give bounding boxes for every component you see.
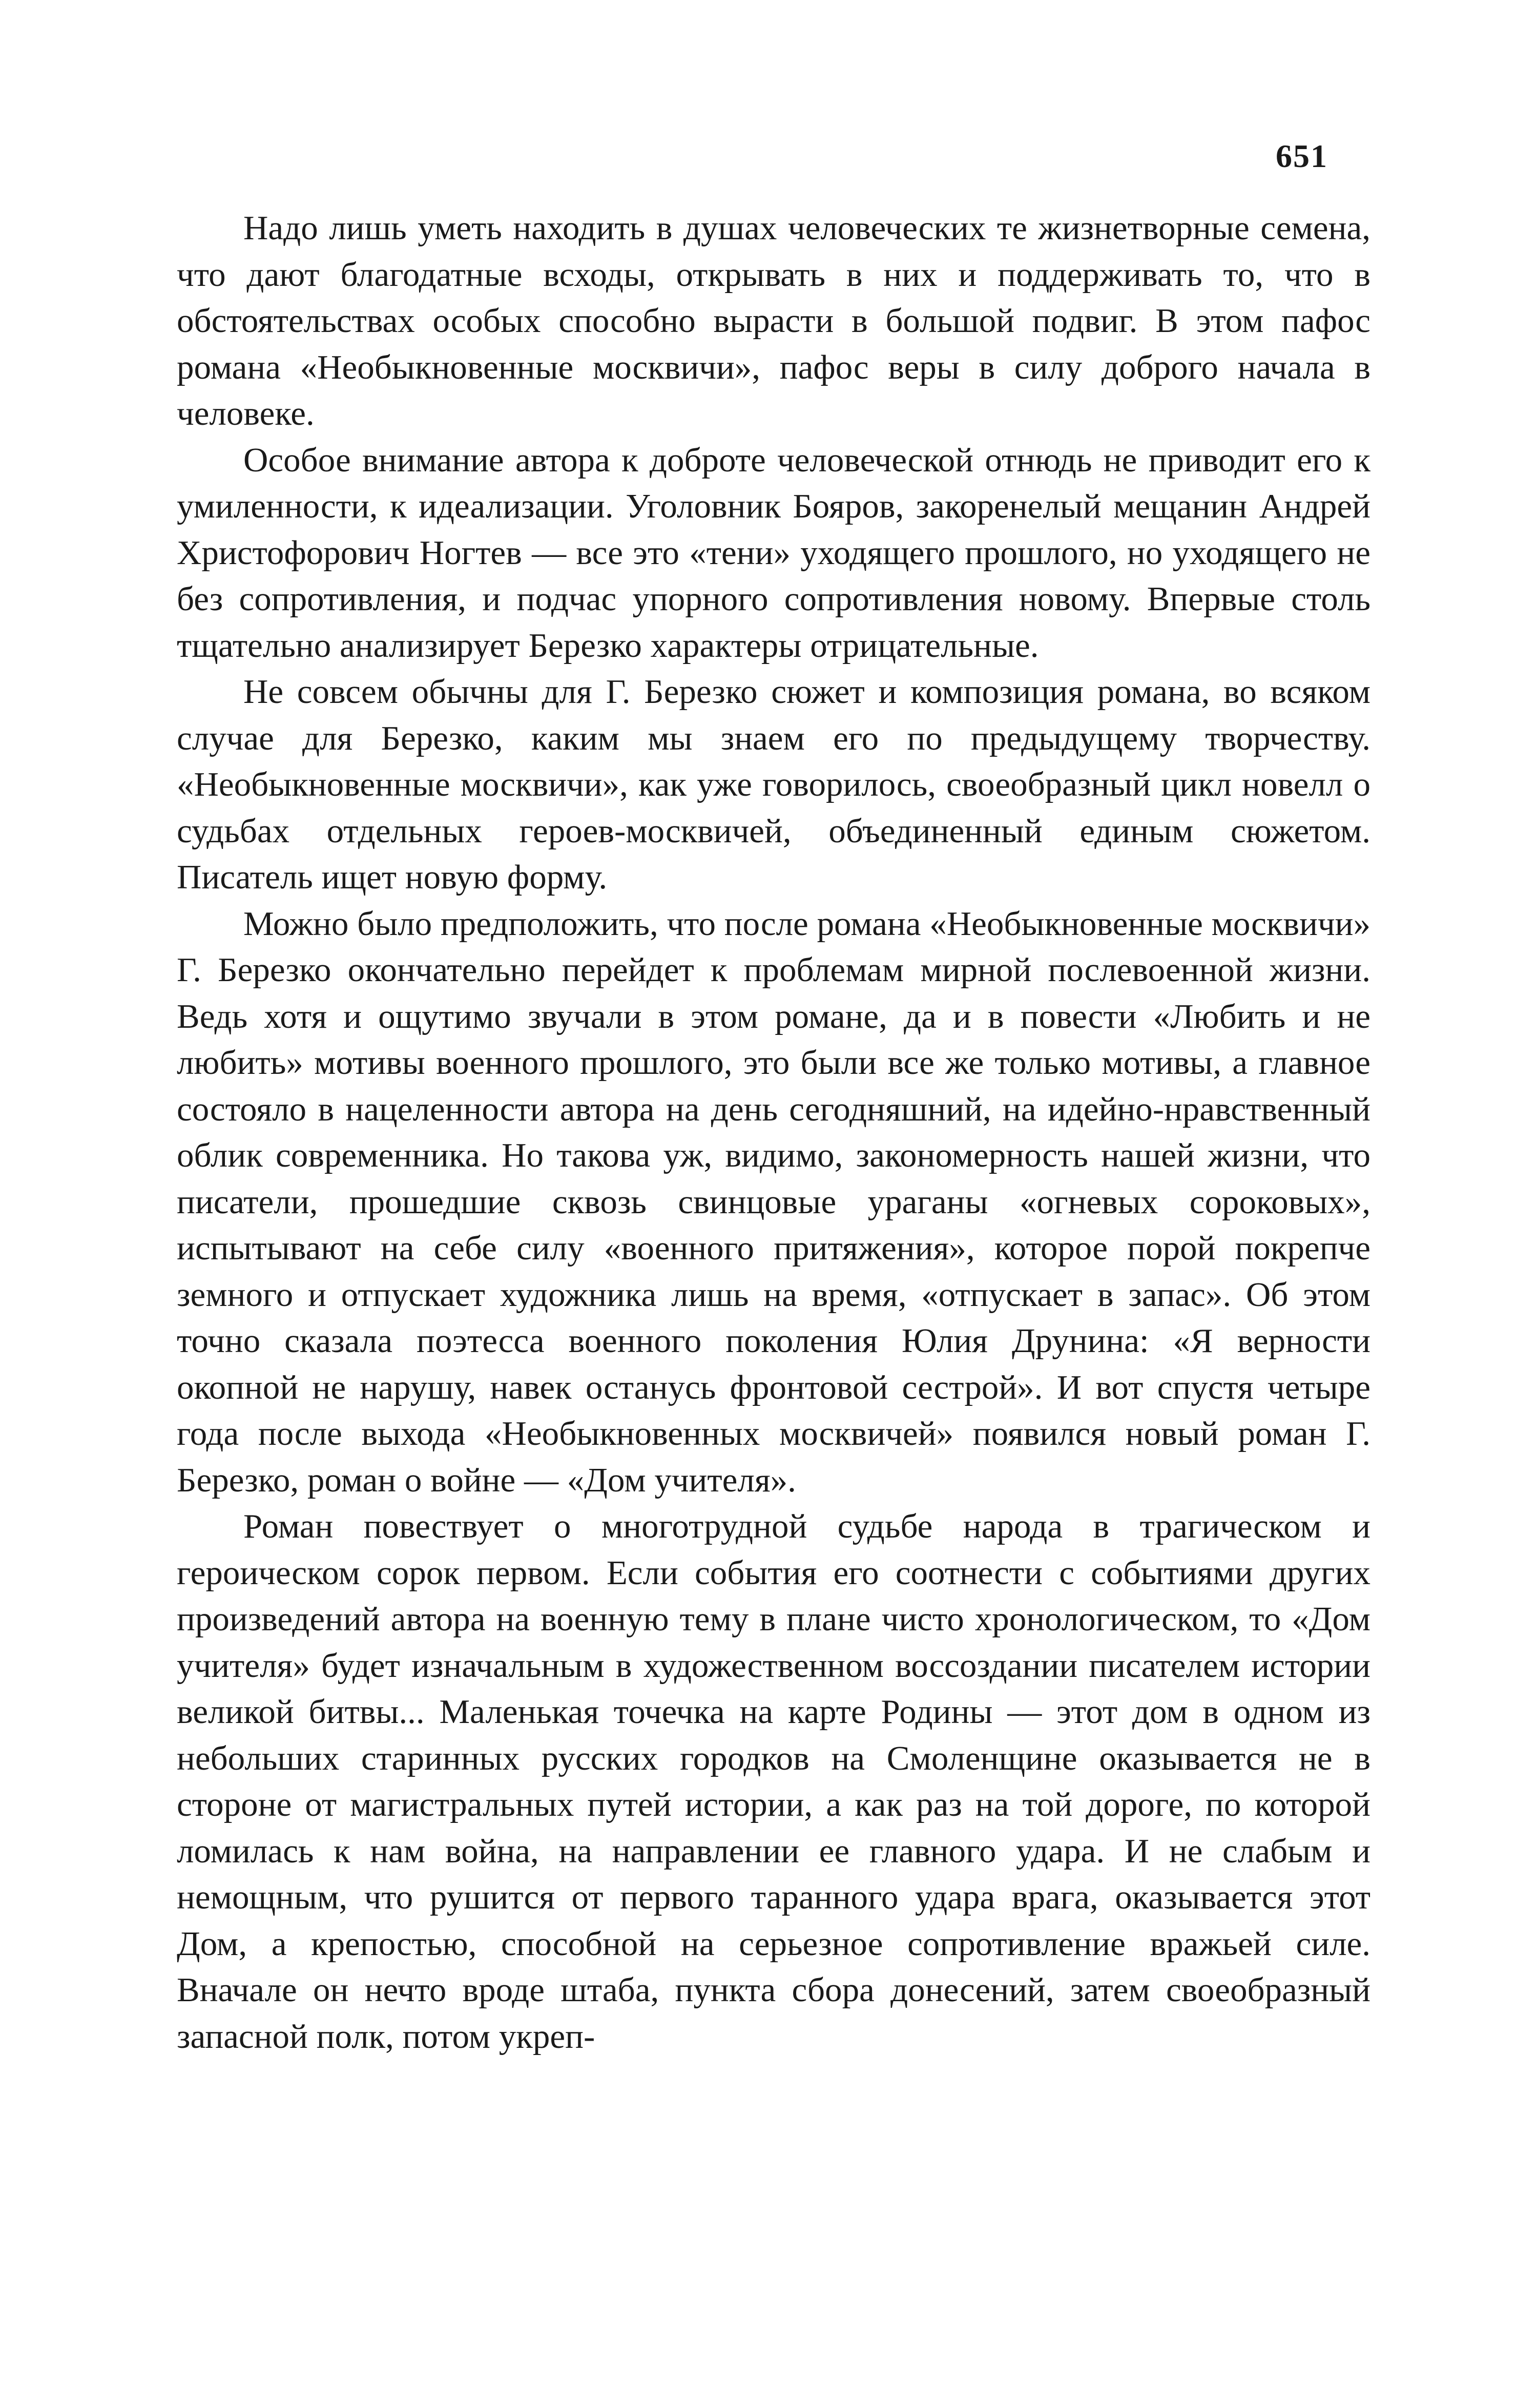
page-number: 651 bbox=[1276, 138, 1328, 174]
paragraph: Можно было предположить, что после романа «Необыкновенные москвичи» Г. Березко окончательно перейдет к проблемам мирной послевоенной жизни. Ведь хотя и ощутимо звучали в этом романе, да и в повести «Любить и не любить» мотивы военного прошлого, это были все же только мотивы, а главное состояло в нацеленности автора на день сегодняшний, на идейно-нравственный облик современника. Но такова уж, видимо, закономерность нашей жизни, что писатели, прошедшие сквозь свинцовые ураганы «огневых сороковых», испытывают на себе силу «военного притяжения», которое порой покрепче земного и отпускает художника лишь на время, «отпускает в запас». Об этом точно сказала поэтесса военного поколения Юлия Друнина: «Я верности окопной не нарушу, навек останусь фронтовой сестрой». И вот спустя четыре года после выхода «Необыкновенных москвичей» появился новый роман Г. Березко, роман о войне — «Дом учителя». bbox=[177, 904, 1370, 1499]
paragraph: Роман повествует о многотрудной судьбе народа в трагическом и героическом сорок первом. Если события его соотнести с событиями других произведений автора на военную тему в плане чисто хронологическом, то «Дом учителя» будет изначальным в художественном воссоздании писателем истории великой битвы... Маленькая точечка на карте Родины — этот дом в одном из небольших старинных русских городков на Смоленщине оказывается не в стороне от магистральных путей истории, а как раз на той дороге, по которой ломилась к нам война, на направлении ее главного удара. И не слабым и немощным, что рушится от первого таранного удара врага, оказывается этот Дом, а крепостью, способной на серьезное сопротивление вражьей силе. Вначале он нечто вроде штаба, пункта сбора донесений, затем своеобразный запасной полк, потом укреп- bbox=[177, 1507, 1370, 2056]
paragraph: Не совсем обычны для Г. Березко сюжет и композиция романа, во всяком случае для Березко, каким мы знаем его по предыдущему творчеству. «Необыкновенные москвичи», как уже говорилось, своеобразный цикл новелл о судьбах отдельных героев-москвичей, объединенный единым сюжетом. Писатель ищет новую форму. bbox=[177, 673, 1370, 896]
paragraph: Особое внимание автора к доброте человеческой отнюдь не приводит его к умиленности, к идеализации. Уголовник Бояров, закоренелый мещанин Андрей Христофорович Ногтев — все это «тени» уходящего прошлого, но уходящего не без сопротивления, и подчас упорного сопротивления новому. Впервые столь тщательно анализирует Березко характеры отрицательные. bbox=[177, 441, 1370, 665]
paragraph: Надо лишь уметь находить в душах человеческих те жизнетворные семена, что дают благодатные всходы, открывать в них и поддерживать то, что в обстоятельствах особых способно вырасти в большой подвиг. В этом пафос романа «Необыкновенные москвичи», пафос веры в силу доброго начала в человеке. bbox=[177, 209, 1370, 432]
body-text bbox=[177, 205, 1370, 2060]
